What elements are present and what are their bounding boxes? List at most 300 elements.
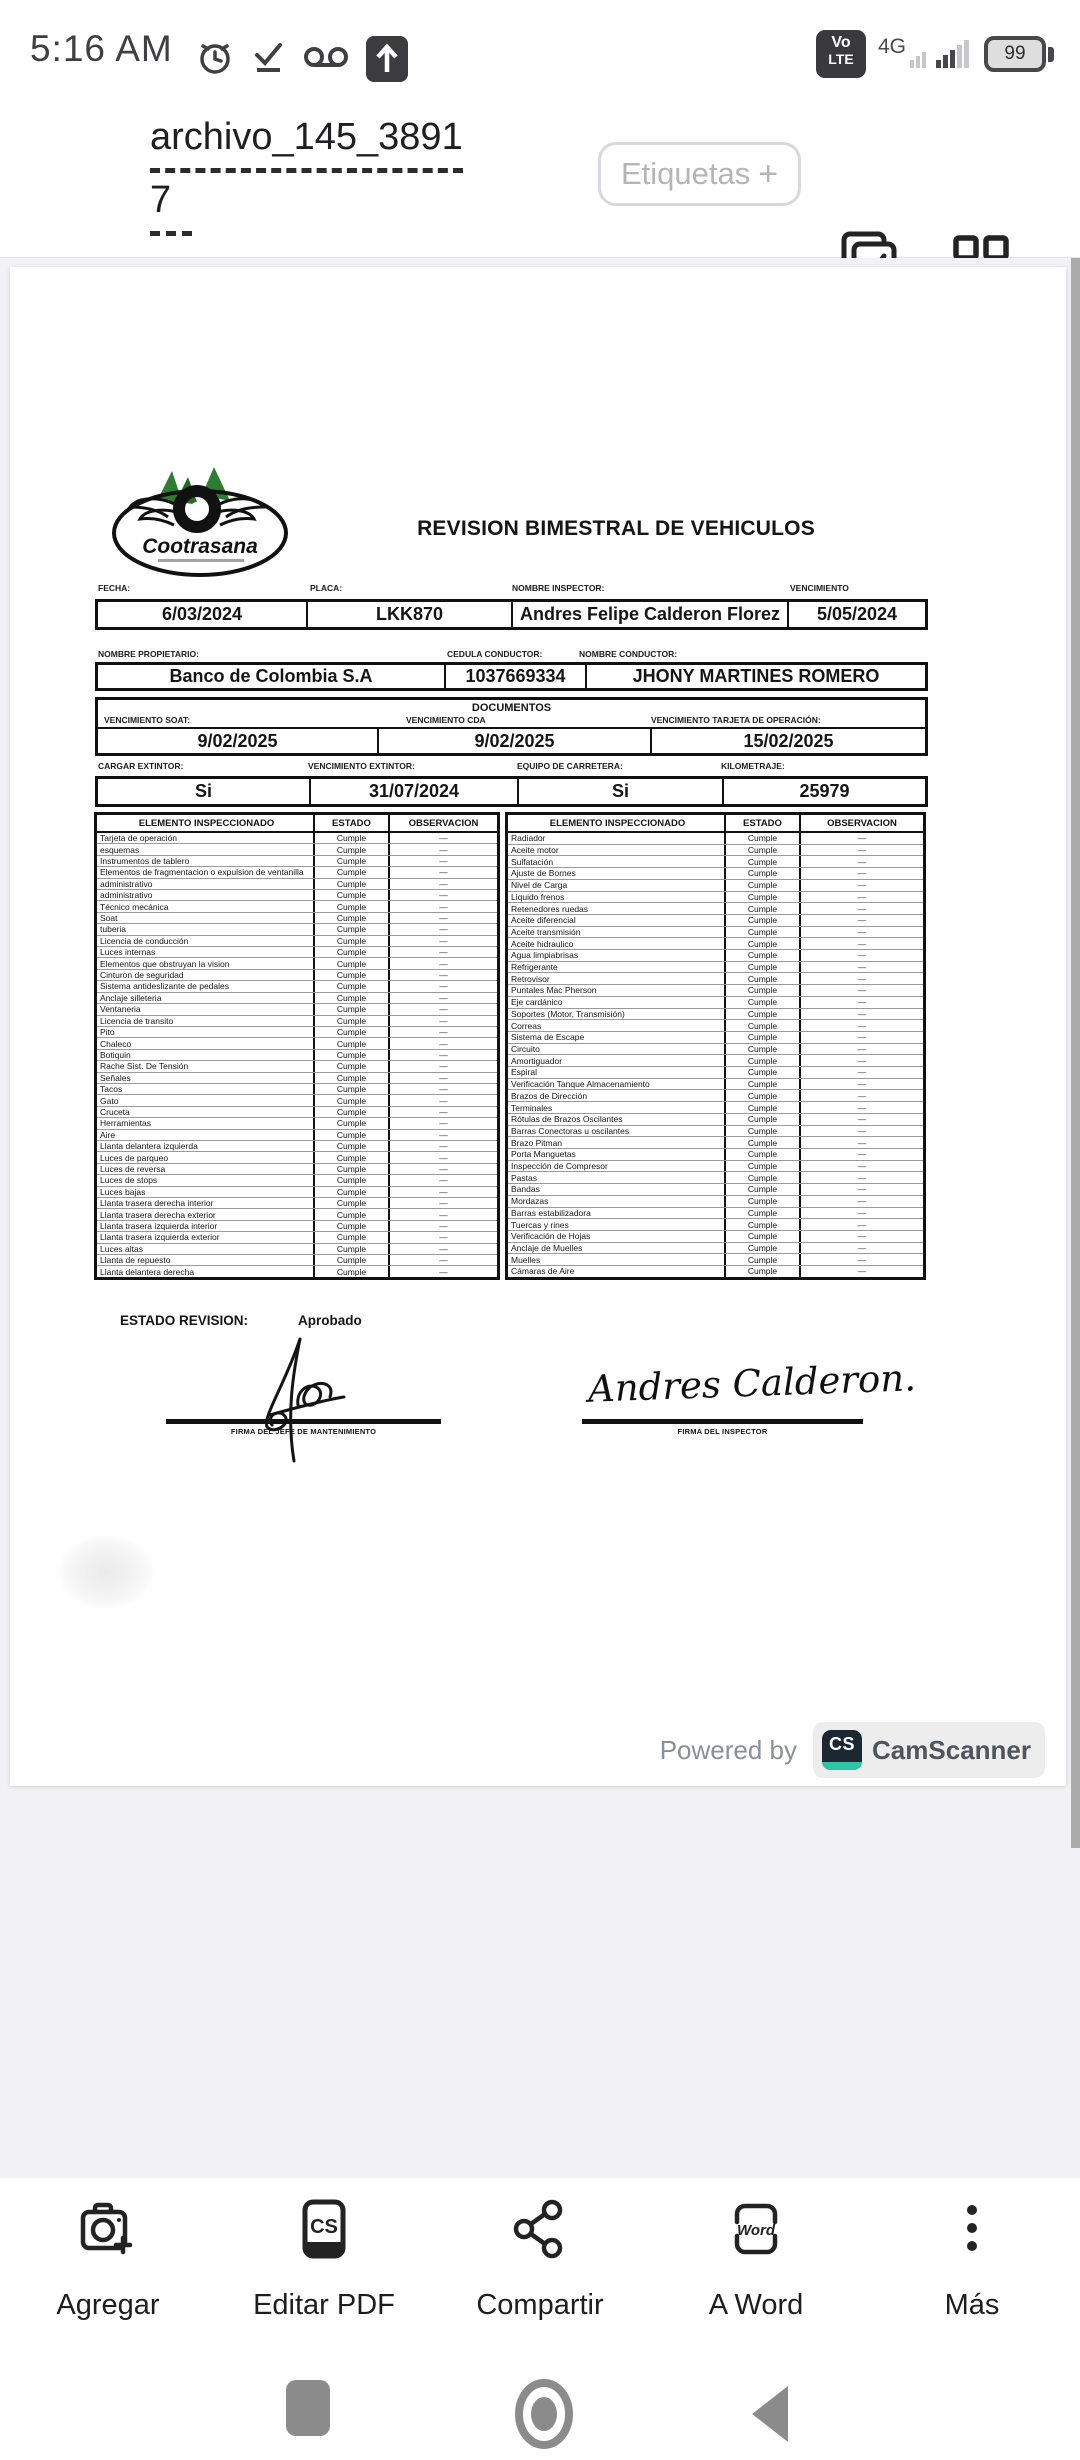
observacion-cell: — <box>799 1137 923 1148</box>
estado-cell: Cumple <box>313 1141 388 1151</box>
tags-button[interactable]: Etiquetas + <box>598 142 801 206</box>
kilometraje-label: KILOMETRAJE: <box>721 761 785 771</box>
observacion-cell: — <box>799 1161 923 1172</box>
tarjeta-value: 15/02/2025 <box>650 729 925 753</box>
to-word-button[interactable] <box>648 2178 864 2368</box>
toolbar-label: Editar PDF <box>253 2289 395 2321</box>
estado-cell: Cumple <box>724 880 799 891</box>
jefe-signature-caption: FIRMA DEL JEFE DE MANTENIMIENTO <box>230 1427 377 1436</box>
inspection-row <box>97 1106 497 1117</box>
elemento-cell: Llanta trasera izquierda exterior <box>100 1232 220 1243</box>
estado-revision-label: ESTADO REVISION: <box>120 1313 249 1328</box>
elemento-cell: Herramientas <box>100 1118 152 1129</box>
observacion-cell: — <box>388 1016 497 1026</box>
observacion-cell: — <box>388 1130 497 1140</box>
recents-button[interactable] <box>286 2380 330 2436</box>
observacion-cell: — <box>388 1187 497 1197</box>
camscanner-watermark <box>550 1722 1045 1778</box>
inspection-row <box>97 1083 497 1094</box>
estado-cell: Cumple <box>313 1073 388 1083</box>
estado-cell: Cumple <box>724 997 799 1008</box>
toolbar-label: Más <box>944 2289 1000 2321</box>
scrollbar[interactable] <box>1071 258 1080 1848</box>
inspection-row <box>508 914 923 926</box>
elemento-cell: Tacos <box>100 1084 123 1095</box>
elemento-cell: Retenedores ruedas <box>511 903 589 914</box>
inspection-row <box>508 1265 923 1277</box>
inspection-row <box>97 900 497 911</box>
inspection-row <box>97 1186 497 1197</box>
extintor-values <box>95 776 928 807</box>
inspection-row <box>97 1254 497 1265</box>
elemento-cell: Llanta trasera derecha interior <box>100 1198 214 1209</box>
camscanner-brand: CamScanner <box>872 1734 1031 1765</box>
estado-cell: Cumple <box>724 1055 799 1066</box>
estado-cell: Cumple <box>313 1209 388 1219</box>
elemento-cell: Anclaje silleteria <box>100 992 162 1003</box>
observacion-cell: — <box>799 1009 923 1020</box>
elemento-cell: Elementos que obstruyan la vision <box>100 958 230 969</box>
inspection-row <box>97 866 497 877</box>
estado-cell: Cumple <box>313 993 388 1003</box>
inspection-row <box>97 969 497 980</box>
cootrasana-logo <box>110 467 295 592</box>
inspection-row <box>97 1072 497 1083</box>
inspection-row <box>508 1089 923 1101</box>
estado-cell: Cumple <box>724 1172 799 1183</box>
observacion-cell: — <box>388 936 497 946</box>
observacion-cell: — <box>799 1032 923 1043</box>
inspection-row <box>97 855 497 866</box>
elemento-cell: Luces internas <box>100 947 156 958</box>
observacion-cell: — <box>799 1219 923 1230</box>
alarm-icon <box>196 37 234 82</box>
inspection-row <box>97 980 497 991</box>
inspection-row <box>508 1031 923 1043</box>
estado-cell: Cumple <box>313 924 388 934</box>
estado-cell: Cumple <box>724 938 799 949</box>
col-observacion: OBSERVACION <box>388 815 497 831</box>
observacion-cell: — <box>799 1114 923 1125</box>
estado-cell: Cumple <box>313 947 388 957</box>
estado-cell: Cumple <box>313 833 388 843</box>
inspector-label: NOMBRE INSPECTOR: <box>512 583 605 593</box>
inspection-row <box>508 1054 923 1066</box>
observacion-cell: — <box>388 913 497 923</box>
observacion-cell: — <box>799 915 923 926</box>
estado-cell: Cumple <box>313 890 388 900</box>
col-elemento: ELEMENTO INSPECCIONADO <box>138 817 275 829</box>
elemento-cell: Cámaras de Aire <box>511 1266 575 1277</box>
svg-text:CS: CS <box>310 2216 338 2238</box>
elemento-cell: Espiral <box>511 1067 537 1078</box>
elemento-cell: Barras Conectoras u oscilantes <box>511 1125 630 1136</box>
estado-cell: Cumple <box>724 985 799 996</box>
observacion-cell: — <box>799 997 923 1008</box>
inspection-row <box>97 1094 497 1105</box>
bottom-toolbar <box>0 2178 1080 2368</box>
elemento-cell: Cruceta <box>100 1106 130 1117</box>
elemento-cell: Instrumentos de tablero <box>100 856 190 867</box>
vencimiento-label: VENCIMIENTO <box>790 583 849 593</box>
inspection-row <box>97 1163 497 1174</box>
observacion-cell: — <box>388 879 497 889</box>
observacion-cell: — <box>388 1175 497 1185</box>
estado-cell: Cumple <box>724 1067 799 1078</box>
observacion-cell: — <box>799 1243 923 1254</box>
elemento-cell: Llanta delantera izquierda <box>100 1141 198 1152</box>
estado-cell: Cumple <box>313 1175 388 1185</box>
observacion-cell: — <box>388 970 497 980</box>
inspection-row <box>508 1019 923 1031</box>
fecha-label: FECHA: <box>98 583 131 593</box>
add-button[interactable] <box>0 2178 216 2368</box>
tarjeta-label: VENCIMIENTO TARJETA DE OPERACIÓN: <box>651 715 821 725</box>
camscanner-badge <box>813 1722 1045 1778</box>
elemento-cell: Refrigerante <box>511 962 558 973</box>
share-button[interactable] <box>432 2178 648 2368</box>
svg-text:Word: Word <box>736 2222 776 2239</box>
estado-cell: Cumple <box>724 1044 799 1055</box>
estado-cell: Cumple <box>724 1161 799 1172</box>
inspector-signature-handwriting: Andres Calderon. <box>587 1356 917 1411</box>
inspector-signature-caption: FIRMA DEL INSPECTOR <box>677 1427 768 1436</box>
inspection-row <box>97 1026 497 1037</box>
elemento-cell: Gato <box>100 1095 119 1106</box>
inspection-row <box>508 1207 923 1219</box>
inspection-row <box>508 844 923 856</box>
observacion-cell: — <box>799 985 923 996</box>
estado-cell: Cumple <box>313 1198 388 1208</box>
estado-cell: Cumple <box>724 1032 799 1043</box>
back-nav-button[interactable] <box>746 2378 794 2455</box>
word-icon <box>725 2198 787 2265</box>
elemento-cell: Correas <box>511 1020 542 1031</box>
estado-cell: Cumple <box>313 1038 388 1048</box>
observacion-cell: — <box>388 1038 497 1048</box>
elemento-cell: Chaleco <box>100 1038 132 1049</box>
observacion-cell: — <box>388 1027 497 1037</box>
estado-cell: Cumple <box>724 868 799 879</box>
observacion-cell: — <box>799 1149 923 1160</box>
inspection-row <box>508 867 923 879</box>
estado-cell: Cumple <box>313 1221 388 1231</box>
estado-cell: Cumple <box>724 1208 799 1219</box>
inspection-row <box>508 833 923 844</box>
elemento-cell: Verificación de Hojas <box>511 1231 591 1242</box>
elemento-cell: Ventaneria <box>100 1004 141 1015</box>
inspection-row <box>508 972 923 984</box>
elemento-cell: Amortiguador <box>511 1055 563 1066</box>
elemento-cell: Luces de parqueo <box>100 1152 169 1163</box>
estado-cell: Cumple <box>313 901 388 911</box>
documentos-values <box>98 727 925 753</box>
elemento-cell: Llanta trasera izquierda interior <box>100 1221 218 1232</box>
inspection-row <box>508 926 923 938</box>
estado-cell: Cumple <box>313 1164 388 1174</box>
observacion-cell: — <box>799 1196 923 1207</box>
observacion-cell: — <box>388 890 497 900</box>
observacion-cell: — <box>799 868 923 879</box>
file-title[interactable]: archivo_145_3891 7 <box>150 110 430 236</box>
inspection-row <box>97 1129 497 1140</box>
estado-cell: Cumple <box>313 1084 388 1094</box>
observacion-cell: — <box>388 1118 497 1128</box>
observacion-cell: — <box>799 880 923 891</box>
toolbar-label: Agregar <box>56 2289 160 2321</box>
inspection-row <box>97 843 497 854</box>
inspection-row <box>508 1218 923 1230</box>
inspection-row <box>97 1015 497 1026</box>
elemento-cell: Luces de reversa <box>100 1163 166 1174</box>
observacion-cell: — <box>799 892 923 903</box>
cargar-extintor-label: CARGAR EXTINTOR: <box>98 761 184 771</box>
elemento-cell: Soat <box>100 913 118 924</box>
observacion-cell: — <box>799 1044 923 1055</box>
inspection-row <box>97 1243 497 1254</box>
plus-icon: + <box>758 155 779 193</box>
observacion-cell: — <box>388 1050 497 1060</box>
inspection-row <box>508 1242 923 1254</box>
task-done-icon <box>250 37 286 82</box>
estado-cell: Cumple <box>313 1107 388 1117</box>
elemento-cell: Brazo Pitman <box>511 1137 563 1148</box>
elemento-cell: Rache Sist. De Tensión <box>100 1061 189 1072</box>
inspection-row <box>508 1230 923 1242</box>
edit-pdf-button[interactable] <box>216 2178 432 2368</box>
inspection-row <box>508 961 923 973</box>
inspection-row <box>508 1160 923 1172</box>
observacion-cell: — <box>799 1067 923 1078</box>
inspection-row <box>508 984 923 996</box>
elemento-cell: Sistema antideslizante de pedales <box>100 981 229 992</box>
elemento-cell: esquemas <box>100 844 140 855</box>
estado-cell: Cumple <box>313 981 388 991</box>
camera-plus-icon <box>77 2198 139 2265</box>
elemento-cell: Radiador <box>511 833 546 844</box>
elemento-cell: Licencia de conducción <box>100 935 189 946</box>
fecha-value: 6/03/2024 <box>161 604 243 624</box>
estado-cell: Cumple <box>313 913 388 923</box>
inspection-row <box>508 949 923 961</box>
inspection-row <box>508 1125 923 1137</box>
observacion-cell: — <box>388 924 497 934</box>
elemento-cell: tuberia <box>100 924 126 935</box>
cda-label: VENCIMIENTO CDA <box>406 715 486 725</box>
col-elemento: ELEMENTO INSPECCIONADO <box>549 817 686 829</box>
inspection-row <box>508 902 923 914</box>
inspection-row <box>97 912 497 923</box>
observacion-cell: — <box>388 1073 497 1083</box>
observacion-cell: — <box>388 867 497 877</box>
observacion-cell: — <box>799 1266 923 1277</box>
estado-cell: Cumple <box>724 1184 799 1195</box>
volte-badge: Vo LTE <box>816 30 866 78</box>
cedula-label: CEDULA CONDUCTOR: <box>447 649 543 659</box>
observacion-cell: — <box>388 1152 497 1162</box>
estado-cell: Cumple <box>313 856 388 866</box>
elemento-cell: Llanta delantera derecha <box>100 1266 195 1277</box>
inspection-row <box>97 1003 497 1014</box>
estado-cell: Cumple <box>724 950 799 961</box>
estado-cell: Cumple <box>724 1020 799 1031</box>
inspection-row <box>508 1136 923 1148</box>
elemento-cell: Licencia de transito <box>100 1015 174 1026</box>
elemento-cell: Luces altas <box>100 1243 143 1254</box>
inspection-row <box>508 996 923 1008</box>
estado-cell: Cumple <box>724 1009 799 1020</box>
more-button[interactable] <box>864 2178 1080 2368</box>
conductor-value: JHONY MARTINES ROMERO <box>585 665 925 688</box>
inspection-row <box>97 833 497 843</box>
elemento-cell: Anclaje de Muelles <box>511 1242 583 1253</box>
inspection-row <box>97 878 497 889</box>
inspection-row <box>508 1101 923 1113</box>
observacion-cell: — <box>388 844 497 854</box>
estado-cell: Cumple <box>724 1254 799 1265</box>
powered-by-text: Powered by <box>659 1734 798 1765</box>
observacion-cell: — <box>388 1141 497 1151</box>
estado-cell: Cumple <box>313 1152 388 1162</box>
cs-pdf-icon <box>293 2198 355 2265</box>
clock-time: 5:16 AM <box>30 28 173 69</box>
values-row-2 <box>95 662 928 691</box>
status-bar <box>0 0 1080 100</box>
observacion-cell: — <box>799 1055 923 1066</box>
home-button[interactable] <box>512 2378 576 2455</box>
observacion-cell: — <box>799 962 923 973</box>
form-title: REVISION BIMESTRAL DE VEHICULOS <box>417 517 815 540</box>
estado-cell: Cumple <box>313 1130 388 1140</box>
conductor-label: NOMBRE CONDUCTOR: <box>579 649 678 659</box>
observacion-cell: — <box>388 958 497 968</box>
venc-extintor-value: 31/07/2024 <box>309 779 517 804</box>
equipo-carretera-value: Si <box>517 779 722 804</box>
elemento-cell: Mordazas <box>511 1196 549 1207</box>
inspection-row <box>97 1049 497 1060</box>
observacion-cell: — <box>388 1244 497 1254</box>
estado-cell: Cumple <box>724 1243 799 1254</box>
cda-value: 9/02/2025 <box>377 729 650 753</box>
inspection-row <box>508 1148 923 1160</box>
document-viewer[interactable] <box>0 258 1080 2178</box>
inspection-row <box>508 1183 923 1195</box>
voicemail-icon <box>302 37 350 82</box>
observacion-cell: — <box>388 1209 497 1219</box>
inspection-row <box>97 923 497 934</box>
inspection-row <box>97 1220 497 1231</box>
elemento-cell: Terminales <box>511 1102 553 1113</box>
elemento-cell: Tuercas y rines <box>511 1219 569 1230</box>
estado-cell: Cumple <box>724 1114 799 1125</box>
elemento-cell: Liquido frenos <box>511 891 565 902</box>
observacion-cell: — <box>388 1095 497 1105</box>
observacion-cell: — <box>388 1084 497 1094</box>
observacion-cell: — <box>388 1164 497 1174</box>
observacion-cell: — <box>388 1255 497 1265</box>
cedula-value: 1037669334 <box>444 665 585 688</box>
observacion-cell: — <box>799 973 923 984</box>
propietario-value: Banco de Colombia S.A <box>169 666 373 686</box>
inspection-row <box>508 1195 923 1207</box>
placa-value: LKK870 <box>306 602 511 627</box>
placa-label: PLACA: <box>310 583 343 593</box>
elemento-cell: Luces bajas <box>100 1186 146 1197</box>
network-type: 4G <box>877 35 906 58</box>
elemento-cell: Pastas <box>511 1172 537 1183</box>
app-header <box>0 100 1080 258</box>
observacion-cell: — <box>388 856 497 866</box>
estado-cell: Cumple <box>313 936 388 946</box>
estado-cell: Cumple <box>724 1102 799 1113</box>
soat-label: VENCIMIENTO SOAT: <box>104 715 191 725</box>
estado-revision <box>120 1313 362 1328</box>
col-observacion: OBSERVACION <box>799 815 923 831</box>
observacion-cell: — <box>799 1126 923 1137</box>
col-estado: ESTADO <box>724 815 799 831</box>
inspection-row <box>508 1008 923 1020</box>
estado-cell: Cumple <box>724 1231 799 1242</box>
estado-cell: Cumple <box>313 1118 388 1128</box>
battery-indicator: 99 <box>984 36 1054 72</box>
observacion-cell: — <box>799 1020 923 1031</box>
observacion-cell: — <box>388 1107 497 1117</box>
estado-cell: Cumple <box>724 1137 799 1148</box>
inspection-row <box>97 946 497 957</box>
observacion-cell: — <box>388 947 497 957</box>
inspector-signature-line <box>582 1419 863 1424</box>
estado-cell: Cumple <box>313 1232 388 1242</box>
elemento-cell: Botiquin <box>100 1049 131 1060</box>
observacion-cell: — <box>388 833 497 843</box>
estado-cell: Cumple <box>313 1016 388 1026</box>
elemento-cell: Llanta trasera derecha exterior <box>100 1209 216 1220</box>
inspection-row <box>97 992 497 1003</box>
kilometraje-value: 25979 <box>722 779 925 804</box>
estado-cell: Cumple <box>724 915 799 926</box>
elemento-cell: Barras estabilizadora <box>511 1207 591 1218</box>
inspection-row <box>508 1078 923 1090</box>
estado-cell: Cumple <box>313 1050 388 1060</box>
elemento-cell: Tarjeta de operación <box>100 833 178 844</box>
inspection-row <box>97 957 497 968</box>
observacion-cell: — <box>799 950 923 961</box>
estado-cell: Cumple <box>724 1266 799 1277</box>
equipo-carretera-label: EQUIPO DE CARRETERA: <box>517 761 623 771</box>
documentos-title: DOCUMENTOS <box>471 702 552 714</box>
inspection-row <box>508 891 923 903</box>
observacion-cell: — <box>799 1090 923 1101</box>
inspection-row <box>97 1117 497 1128</box>
elemento-cell: Aceite diferencial <box>511 915 576 926</box>
estado-cell: Cumple <box>313 958 388 968</box>
stamp-smudge <box>58 1535 154 1609</box>
elemento-cell: Técnico mecánica <box>100 901 169 912</box>
elemento-cell: Elementos de fragmentacion o expulsion de ventanilla <box>100 867 304 878</box>
elemento-cell: Puntales Mac Pherson <box>511 985 597 996</box>
inspection-row <box>97 935 497 946</box>
inspection-row <box>508 1171 923 1183</box>
observacion-cell: — <box>799 856 923 867</box>
upload-icon <box>366 36 408 82</box>
scanned-page[interactable] <box>10 267 1066 1786</box>
cargar-extintor-value: Si <box>194 781 212 801</box>
col-estado: ESTADO <box>313 815 388 831</box>
elemento-cell: Porta Manguetas <box>511 1149 576 1160</box>
estado-cell: Cumple <box>724 962 799 973</box>
inspection-row <box>508 1043 923 1055</box>
inspection-table-left <box>94 812 500 1280</box>
